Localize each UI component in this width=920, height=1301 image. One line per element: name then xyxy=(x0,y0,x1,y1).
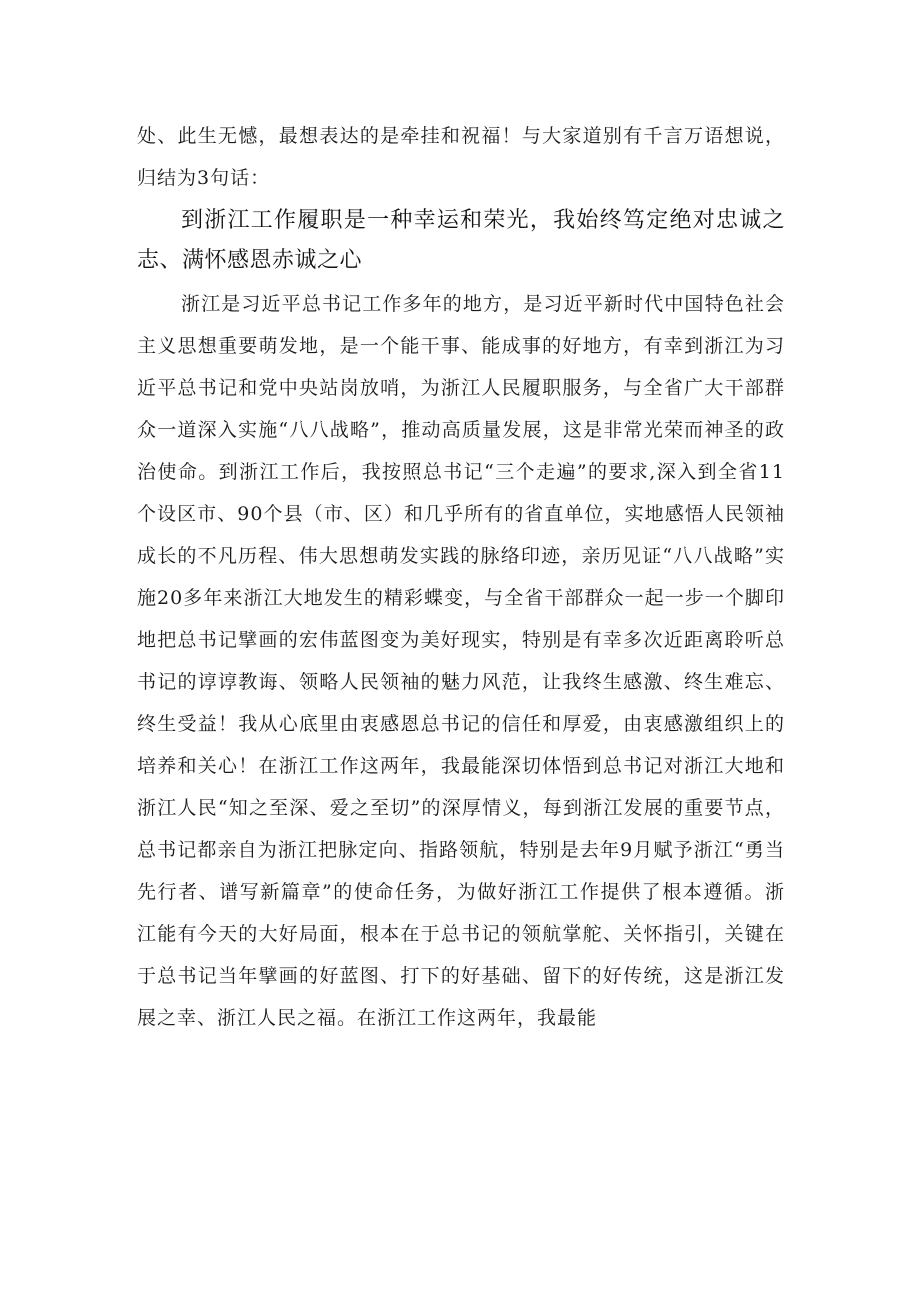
body-paragraph: 浙江是习近平总书记工作多年的地方，是习近平新时代中国特色社会主义思想重要萌发地，是一个能干事、能成事的好地方，有幸到浙江为习近平总书记和党中央站岗放哨，为浙江人民履职服务，与全省广大干部群众一道深入实施“八八战略”，推动高质量发展，这是非常光荣而神圣的政治使命。到浙江工作后，我按照总书记“三个走遍”的要求,深入到全省11个设区市、90个县（市、区）和几乎所有的省直单位，实地感悟人民领袖成长的不凡历程、伟大思想萌发实践的脉络印迹，亲历见证“八八战略”实施20多年来浙江大地发生的精彩蝶变，与全省干部群众一起一步一个脚印地把总书记擘画的宏伟蓝图变为美好现实，特别是有幸多次近距离聆听总书记的谆谆教诲、领略人民领袖的魅力风范，让我终生感激、终生难忘、终生受益！我从心底里由衷感恩总书记的信任和厚爱，由衷感激组织上的培养和关心！在浙江工作这两年，我最能深切体悟到总书记对浙江大地和浙江人民“知之至深、爱之至切”的深厚情义，每到浙江发展的重要节点，总书记都亲自为浙江把脉定向、指路领航，特别是去年9月赋予浙江“勇当先行者、谱写新篇章”的使命任务，为做好浙江工作提供了根本遵循。浙江能有今天的大好局面，根本在于总书记的领航掌舵、关怀指引，关键在于总书记当年擘画的好蓝图、打下的好基础、留下的好传统，这是浙江发展之幸、浙江人民之福。在浙江工作这两年，我最能 xyxy=(137,293,785,1029)
section-heading: 到浙江工作履职是一种幸运和荣光，我始终笃定绝对忠诚之志、满怀感恩赤诚之心 xyxy=(137,208,785,273)
continuation-paragraph: 处、此生无憾，最想表达的是牵挂和祝福！与大家道别有千言万语想说，归结为3句话： xyxy=(137,125,785,189)
document-body xyxy=(137,115,785,1039)
